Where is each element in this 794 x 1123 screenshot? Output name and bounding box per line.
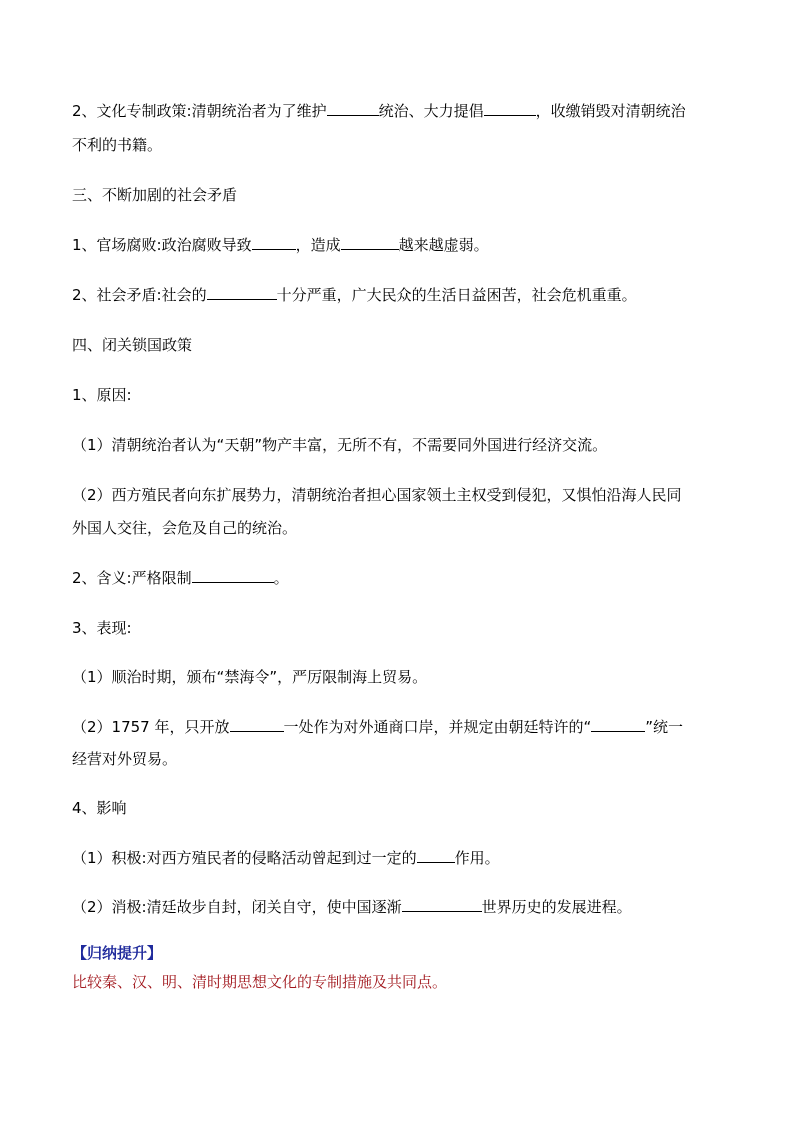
text-line bbox=[72, 798, 127, 818]
text-segment: 2、含义:严格限制 bbox=[72, 569, 192, 587]
text-segment: （2）西方殖民者向东扩展势力，清朝统治者担心国家领土主权受到侵犯，又惧怕沿海人民同 bbox=[72, 486, 682, 504]
text-line bbox=[72, 135, 162, 155]
text-segment: 4、影响 bbox=[72, 799, 127, 817]
fill-blank[interactable] bbox=[591, 717, 645, 732]
text-segment: （2）1757 年，只开放 bbox=[72, 718, 230, 736]
text-line bbox=[72, 518, 297, 538]
text-segment: 1、官场腐败:政治腐败导致 bbox=[72, 236, 252, 254]
text-segment: 世界历史的发展进程。 bbox=[481, 898, 632, 916]
text-line-positive-effect bbox=[72, 848, 500, 868]
text-line-corruption bbox=[72, 235, 489, 255]
text-segment: （1）清朝统治者认为“天朝”物产丰富，无所不有，不需要同外国进行经济交流。 bbox=[72, 436, 608, 454]
fill-blank[interactable] bbox=[207, 285, 277, 300]
summary-heading: 【归纳提升】 bbox=[72, 944, 163, 962]
text-segment: ”统一 bbox=[645, 718, 684, 736]
text-segment: ，造成 bbox=[295, 236, 341, 254]
fill-blank[interactable] bbox=[341, 235, 399, 250]
text-line bbox=[72, 749, 177, 769]
text-line bbox=[72, 618, 132, 638]
text-segment: （1）积极:对西方殖民者的侵略活动曾起到过一定的 bbox=[72, 849, 417, 867]
text-line bbox=[72, 385, 132, 405]
fill-blank[interactable] bbox=[402, 897, 482, 912]
text-segment: （2）消极:清廷故步自封，闭关自守，使中国逐渐 bbox=[72, 898, 402, 916]
section-heading-social-contradictions bbox=[72, 185, 237, 205]
text-segment: 十分严重，广大民众的生活日益困苦，社会危机重重。 bbox=[276, 286, 637, 304]
fill-blank[interactable] bbox=[192, 568, 274, 583]
text-line-cultural-policy bbox=[72, 101, 686, 121]
text-segment: 统治、大力提倡 bbox=[378, 102, 484, 120]
text-line-social-contradiction bbox=[72, 285, 637, 305]
text-line bbox=[72, 435, 607, 455]
fill-blank[interactable] bbox=[417, 848, 455, 863]
summary-question: 比较秦、汉、明、清时期思想文化的专制措施及共同点。 bbox=[72, 973, 448, 991]
text-segment: 。 bbox=[273, 569, 289, 587]
text-segment: （1）顺治时期，颁布“禁海令”，严厉限制海上贸易。 bbox=[72, 668, 428, 686]
text-segment: 经营对外贸易。 bbox=[72, 750, 178, 768]
text-segment: 不利的书籍。 bbox=[72, 136, 163, 154]
text-line-meaning bbox=[72, 568, 289, 588]
text-segment: 2、文化专制政策:清朝统治者为了维护 bbox=[72, 102, 327, 120]
section-heading-closed-door-policy bbox=[72, 335, 192, 355]
fill-blank[interactable] bbox=[252, 235, 296, 250]
text-segment: 3、表现: bbox=[72, 619, 132, 637]
text-segment: 作用。 bbox=[454, 849, 500, 867]
text-segment: 外国人交往，会危及自己的统治。 bbox=[72, 519, 298, 537]
fill-blank[interactable] bbox=[484, 101, 536, 116]
text-segment: 2、社会矛盾:社会的 bbox=[72, 286, 207, 304]
text-segment: 四、闭关锁国政策 bbox=[72, 336, 193, 354]
text-line-trade-port bbox=[72, 717, 683, 737]
fill-blank[interactable] bbox=[327, 101, 379, 116]
text-segment: ，收缴销毁对清朝统治 bbox=[535, 102, 686, 120]
text-segment: 一处作为对外通商口岸，并规定由朝廷特许的“ bbox=[283, 718, 592, 736]
text-line-negative-effect bbox=[72, 897, 632, 917]
text-segment: 三、不断加剧的社会矛盾 bbox=[72, 186, 238, 204]
fill-blank[interactable] bbox=[230, 717, 284, 732]
text-segment: 1、原因: bbox=[72, 386, 132, 404]
text-segment: 越来越虚弱。 bbox=[398, 236, 489, 254]
text-line bbox=[72, 667, 427, 687]
text-line bbox=[72, 485, 682, 505]
